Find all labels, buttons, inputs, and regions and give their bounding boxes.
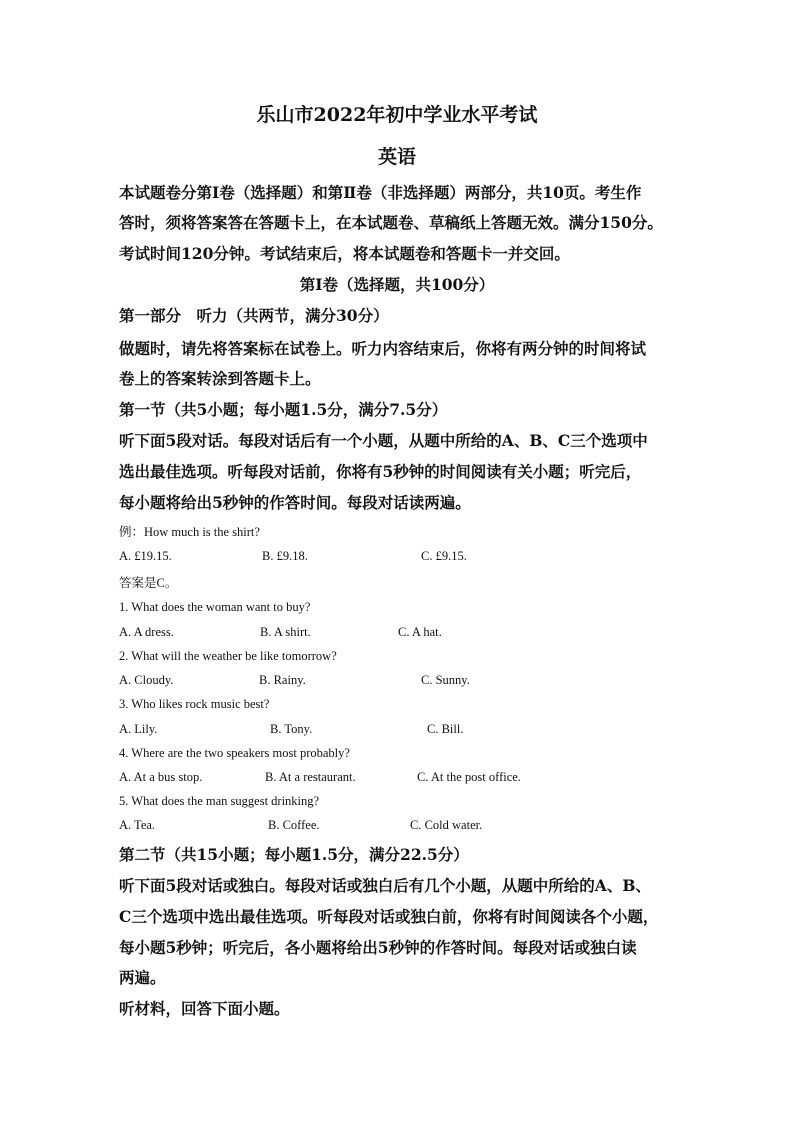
- q2-option-c: C. Sunny.: [421, 673, 470, 687]
- example-question: 例：How much is the shirt?: [119, 525, 260, 539]
- section2-instruction: 每小题5秒钟；听完后，各小题将给出5秒钟的作答时间。每段对话或独白读: [119, 938, 637, 957]
- section2-instruction: 听下面5段对话或独白。每段对话或独白后有几个小题，从题中所给的A、B、: [119, 876, 651, 895]
- part1-instruction: 做题时，请先将答案标在试卷上。听力内容结束后，你将有两分钟的时间将试: [119, 339, 647, 358]
- question-1: 1. What does the woman want to buy?: [119, 600, 311, 614]
- section2-instruction: 两遍。: [119, 968, 166, 987]
- example-answer: 答案是C。: [119, 576, 178, 590]
- intro-line: 本试题卷分第Ⅰ卷（选择题）和第Ⅱ卷（非选择题）两部分，共10页。考生作: [119, 183, 642, 202]
- q5-option-c: C. Cold water.: [410, 818, 483, 832]
- q5-option-a: A. Tea.: [119, 818, 156, 832]
- q1-option-b: B. A shirt.: [260, 625, 311, 639]
- question-2: 2. What will the weather be like tomorrow?: [119, 649, 337, 663]
- q5-option-b: B. Coffee.: [268, 818, 320, 832]
- intro-line: 考试时间120分钟。考试结束后，将本试题卷和答题卡一并交回。: [119, 244, 570, 263]
- q4-option-c: C. At the post office.: [417, 770, 521, 784]
- intro-line: 答时，须将答案答在答题卡上，在本试题卷、草稿纸上答题无效。满分150分。: [119, 213, 663, 232]
- q4-option-a: A. At a bus stop.: [119, 770, 203, 784]
- q1-option-c: C. A hat.: [398, 625, 442, 639]
- q3-option-a: A. Lily.: [119, 722, 158, 736]
- question-4: 4. Where are the two speakers most probably?: [119, 746, 350, 760]
- section1-instruction: 选出最佳选项。听每段对话前，你将有5秒钟的时间阅读有关小题；听完后，: [119, 462, 642, 481]
- example-option-a: A. £19.15.: [119, 549, 172, 563]
- q2-option-b: B. Rainy.: [259, 673, 306, 687]
- section1-heading: 第一节（共5小题；每小题1.5分，满分7.5分）: [119, 400, 448, 419]
- example-option-b: B. £9.18.: [262, 549, 308, 563]
- section2-instruction: C三个选项中选出最佳选项。听每段对话或独白前，你将有时间阅读各个小题，: [119, 907, 659, 926]
- q2-option-a: A. Cloudy.: [119, 673, 174, 687]
- part1-heading: 第一部分 听力（共两节，满分30分）: [119, 306, 389, 325]
- q3-option-c: C. Bill.: [427, 722, 464, 736]
- section1-instruction: 每小题将给出5秒钟的作答时间。每段对话读两遍。: [119, 493, 471, 512]
- section1-instruction: 听下面5段对话。每段对话后有一个小题，从题中所给的A、B、C三个选项中: [119, 431, 648, 450]
- volume-title: 第Ⅰ卷（选择题，共100分）: [299, 275, 495, 294]
- q1-option-a: A. A dress.: [119, 625, 174, 639]
- example-option-c: C. £9.15.: [421, 549, 467, 563]
- listening-material-prompt: 听材料，回答下面小题。: [119, 999, 290, 1018]
- section2-heading: 第二节（共15小题；每小题1.5分，满分22.5分）: [119, 845, 469, 864]
- exam-subject: 英语: [377, 146, 416, 168]
- part1-instruction: 卷上的答案转涂到答题卡上。: [119, 369, 321, 388]
- question-5: 5. What does the man suggest drinking?: [119, 794, 320, 808]
- exam-title: 乐山市2022年初中学业水平考试: [256, 104, 538, 126]
- question-3: 3. Who likes rock music best?: [119, 697, 270, 711]
- q4-option-b: B. At a restaurant.: [265, 770, 356, 784]
- q3-option-b: B. Tony.: [270, 722, 313, 736]
